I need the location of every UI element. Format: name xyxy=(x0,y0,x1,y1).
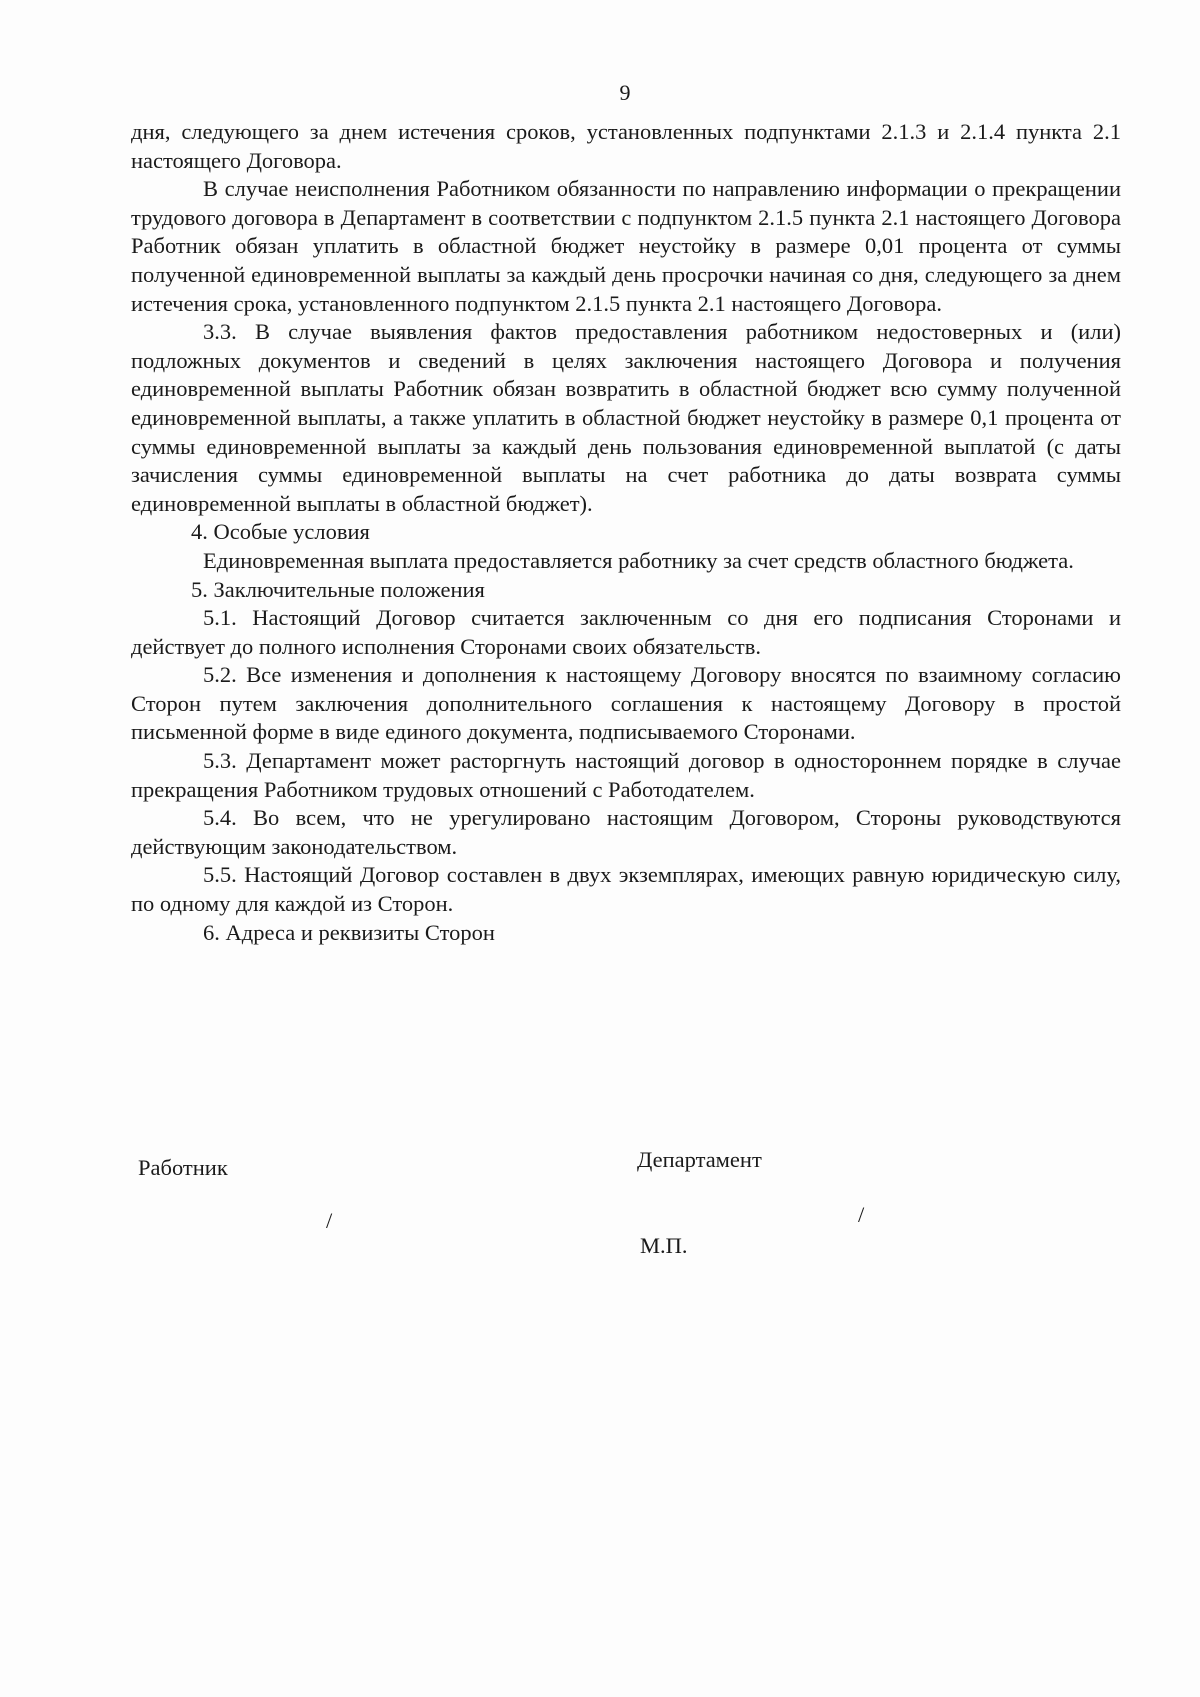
clause-5-5: 5.5. Настоящий Договор составлен в двух экземплярах, имеющих равную юридическую силу, по одному для каждой из Сторон. xyxy=(131,862,1121,917)
section-5-heading: 5. Заключительные положения xyxy=(191,576,485,602)
worker-signature-slash: / xyxy=(326,1208,333,1233)
paragraph-penalty-notification: В случае неисполнения Работником обязанности по направлению информации о прекращении трудового договора в Департамент в соответствии с подпунктом 2.1.5 пункта 2.1 настоящего Договора Работник обязан уплатить в областной бюджет неустойку в размере 0,01 процента от суммы полученной единовременной выплаты за каждый день просрочки начиная со дня, следующего за днем истечения срока, установленного подпунктом 2.1.5 пункта 2.1 настоящего Договора. xyxy=(131,176,1121,316)
clause-5-4: 5.4. Во всем, что не урегулировано настоящим Договором, Стороны руководствуются действующим законодательством. xyxy=(131,805,1121,859)
stamp-label: М.П. xyxy=(640,1233,688,1258)
department-signature-label: Департамент xyxy=(637,1147,762,1172)
clause-5-1: 5.1. Настоящий Договор считается заключенным со дня его подписания Сторонами и действует до полного исполнения Сторонами своих обязательств. xyxy=(131,605,1121,659)
section-4-heading: 4. Особые условия xyxy=(191,519,370,545)
paragraph-continuation: дня, следующего за днем истечения сроков, установленных подпунктами 2.1.3 и 2.1.4 пункта 2.1 настоящего Договора. xyxy=(131,119,1121,173)
clause-6: 6. Адреса и реквизиты Сторон xyxy=(203,919,495,945)
page-number: 9 xyxy=(619,80,631,105)
section-4-paragraph: Единовременная выплата предоставляется работнику за счет средств областного бюджета. xyxy=(203,547,1074,573)
clause-5-3: 5.3. Департамент может расторгнуть настоящий договор в одностороннем порядке в случае прекращения Работником трудовых отношений с Работодателем. xyxy=(131,748,1121,802)
department-signature-slash: / xyxy=(858,1202,865,1227)
document-body xyxy=(131,118,1121,947)
paragraph-3-3: 3.3. В случае выявления фактов предоставления работником недостоверных и (или) подложных документов и сведений в целях заключения настоящего Договора и получения единовременной выплаты Работник обязан возвратить в областной бюджет всю сумму полученной единовременной выплаты, а также уплатить в областной бюджет неустойку в размере 0,1 процента от суммы единовременной выплаты за каждый день пользования единовременной выплатой (с даты зачисления суммы единовременной выплаты на счет работника до даты возврата суммы единовременной выплаты в областной бюджет). xyxy=(131,319,1121,516)
clause-5-2: 5.2. Все изменения и дополнения к настоящему Договору вносятся по взаимному согласию Сторон путем заключения дополнительного соглашения к настоящему Договору в простой письменной форме в виде единого документа, подписываемого Сторонами. xyxy=(131,662,1121,745)
worker-signature-label: Работник xyxy=(138,1155,228,1180)
